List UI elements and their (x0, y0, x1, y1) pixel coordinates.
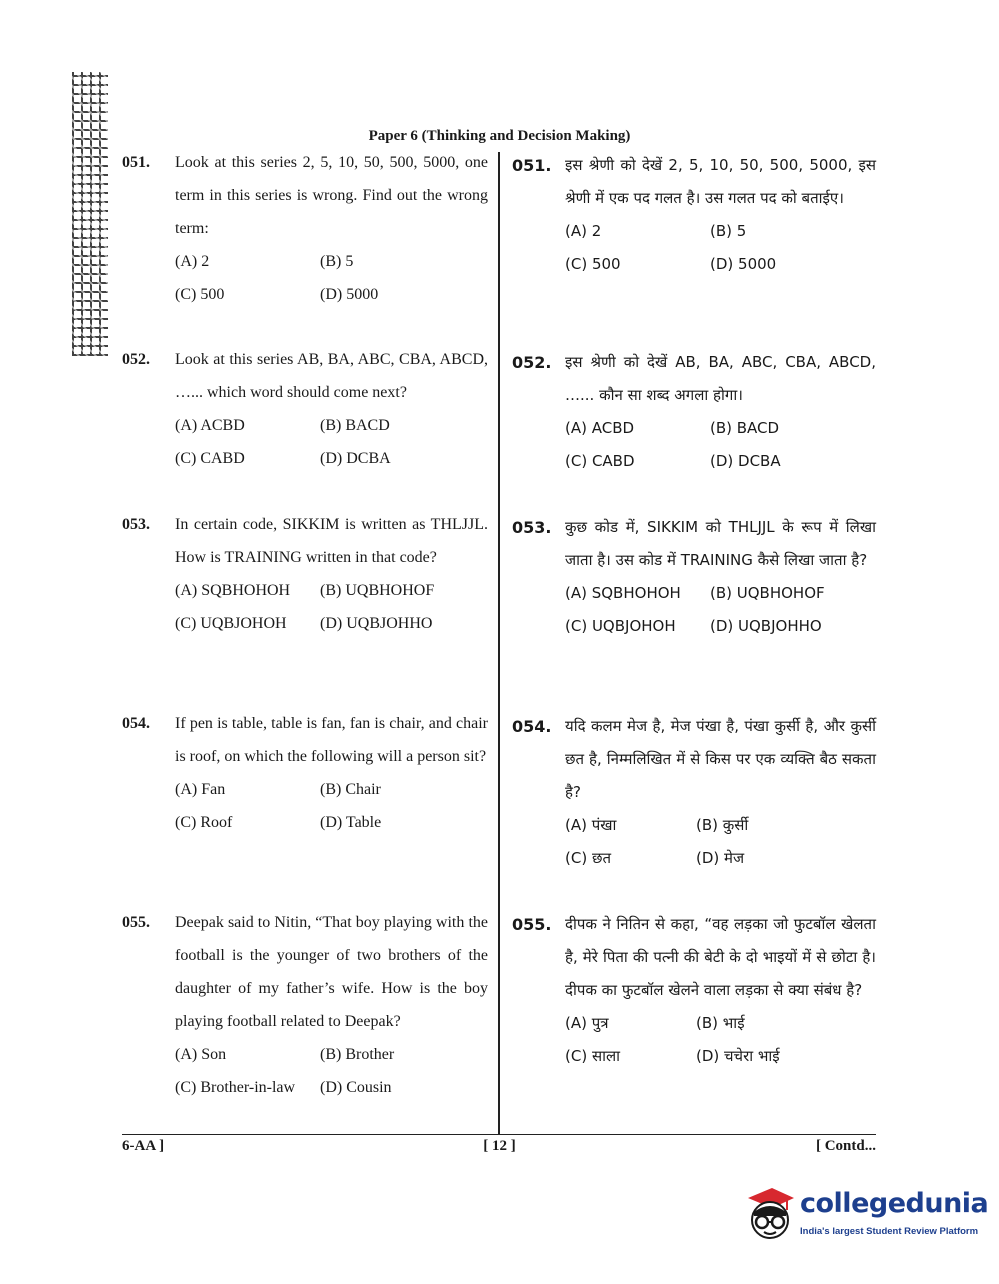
question-text: Look at this series 2, 5, 10, 50, 500, 5000, one term in this series is wrong. Find out the wrong term: (175, 154, 488, 237)
question-055-hi (512, 908, 876, 1073)
option-d: (D) UQBJOHHO (710, 617, 822, 635)
question-text: कुछ कोड में, SIKKIM को THLJJL के रूप में लिखा जाता है। उस कोड में TRAINING कैसे लिखा जाता है? (565, 518, 876, 569)
collegedunia-logo (742, 1178, 989, 1248)
question-text: In certain code, SIKKIM is written as THLJJL. How is TRAINING written in that code? (175, 516, 488, 566)
option-c: (C) साला (565, 1047, 621, 1065)
question-054-en (122, 707, 488, 839)
footer-code: 6-AA ] (122, 1138, 165, 1154)
question-051-en (122, 146, 488, 311)
option-b: (B) कुर्सी (696, 816, 749, 834)
question-number: 052. (512, 353, 552, 372)
question-053-hi (512, 511, 876, 643)
question-053-en (122, 508, 488, 640)
option-c: (C) 500 (175, 286, 225, 303)
option-b: (B) Brother (320, 1046, 395, 1063)
option-d: (D) चचेरा भाई (696, 1047, 780, 1065)
question-text: इस श्रेणी को देखें 2, 5, 10, 50, 500, 5000, इस श्रेणी में एक पद गलत है। उस गलत पद को बताईए। (565, 156, 876, 207)
option-a: (A) ACBD (175, 417, 245, 434)
option-c: (C) Brother-in-law (175, 1079, 296, 1096)
option-d: (D) मेज (696, 849, 745, 867)
option-b: (B) भाई (696, 1014, 745, 1032)
option-d: (D) 5000 (710, 255, 777, 273)
question-text: Look at this series AB, BA, ABC, CBA, ABCD, …... which word should come next? (175, 351, 488, 401)
question-number: 054. (122, 715, 150, 732)
question-number: 054. (512, 717, 552, 736)
option-c: (C) UQBJOHOH (175, 615, 287, 632)
question-051-hi (512, 149, 876, 281)
question-number: 055. (512, 915, 552, 934)
logo-name: collegedunia (800, 1188, 989, 1219)
page-number: [ 12 ] (483, 1138, 516, 1154)
decorative-pattern (72, 72, 108, 356)
option-b: (B) UQBHOHOF (320, 582, 435, 599)
option-c: (C) 500 (565, 255, 621, 273)
question-number: 053. (512, 518, 552, 537)
column-divider (498, 152, 500, 1134)
option-a: (A) Fan (175, 781, 226, 798)
question-052-en (122, 343, 488, 475)
option-c: (C) CABD (175, 450, 245, 467)
option-c: (C) छत (565, 849, 612, 867)
option-d: (D) Cousin (320, 1079, 392, 1096)
question-054-hi (512, 710, 876, 875)
option-c: (C) UQBJOHOH (565, 617, 676, 635)
option-b: (B) BACD (710, 419, 780, 437)
question-number: 052. (122, 351, 150, 368)
option-a: (A) 2 (565, 222, 602, 240)
question-text: दीपक ने नितिन से कहा, “वह लड़का जो फुटबॉल खेलता है, मेरे पिता की पत्नी की बेटी के दो भाइयों में से छोटा है। दीपक का फुटबॉल खेलने वाला लड़का से क्या संबंध है? (565, 915, 876, 999)
footer-contd: [ Contd... (815, 1138, 876, 1154)
question-text: इस श्रेणी को देखें AB, BA, ABC, CBA, ABCD, …... कौन सा शब्द अगला होगा। (565, 353, 876, 404)
option-a: (A) 2 (175, 253, 210, 270)
option-a: (A) पंखा (565, 816, 617, 834)
option-d: (D) DCBA (710, 452, 781, 470)
option-c: (C) CABD (565, 452, 635, 470)
option-b: (B) BACD (320, 417, 390, 434)
logo-tagline: India's largest Student Review Platform (800, 1226, 979, 1237)
question-number: 053. (122, 516, 150, 533)
option-b: (B) 5 (320, 253, 354, 270)
question-text: If pen is table, table is fan, fan is chair, and chair is roof, on which the following will a person sit? (175, 715, 488, 765)
option-d: (D) UQBJOHHO (320, 615, 433, 632)
option-a: (A) SQBHOHOH (565, 584, 681, 602)
option-b: (B) Chair (320, 781, 381, 798)
question-text: यदि कलम मेज है, मेज पंखा है, पंखा कुर्सी है, और कुर्सी छत है, निम्मलिखित में से किस पर एक व्यक्ति बैठ सकता है? (565, 717, 876, 801)
option-d: (D) 5000 (320, 286, 379, 303)
page-title: Paper 6 (Thinking and Decision Making) (368, 128, 631, 144)
graduate-face-icon (742, 1186, 796, 1242)
option-a: (A) SQBHOHOH (175, 582, 291, 599)
option-d: (D) Table (320, 814, 382, 831)
option-c: (C) Roof (175, 814, 233, 831)
option-d: (D) DCBA (320, 450, 391, 467)
question-055-en (122, 906, 488, 1104)
question-text: Deepak said to Nitin, “That boy playing with the football is the younger of two brothers of the daughter of my father’s wife. How is the boy playing football related to Deepak? (175, 914, 488, 1030)
footer-rule (122, 1134, 876, 1135)
option-a: (A) पुत्र (565, 1014, 609, 1032)
option-b: (B) 5 (710, 222, 747, 240)
option-a: (A) Son (175, 1046, 227, 1063)
question-number: 055. (122, 914, 150, 931)
question-number: 051. (512, 156, 552, 175)
question-number: 051. (122, 154, 150, 171)
question-052-hi (512, 346, 876, 478)
option-a: (A) ACBD (565, 419, 635, 437)
option-b: (B) UQBHOHOF (710, 584, 825, 602)
